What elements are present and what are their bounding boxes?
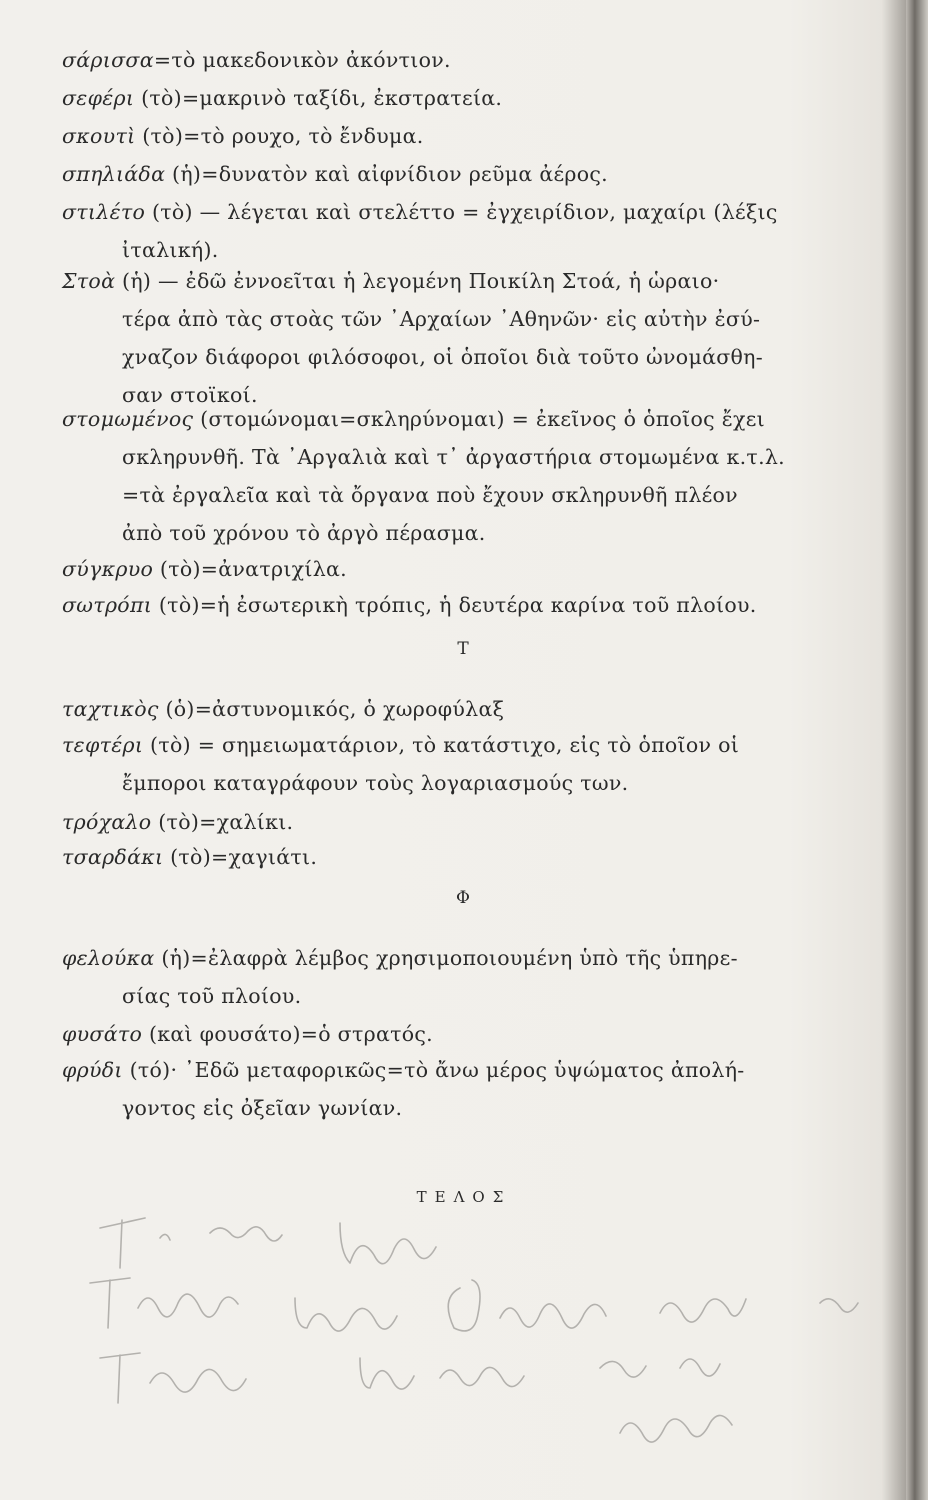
continuation-line: σίας τοῦ πλοίου. (122, 984, 302, 1008)
definition: (ὁ)=ἀστυνομικός, ὁ χωροφύλαξ (158, 697, 505, 721)
definition: (τὸ)=χαλίκι. (151, 810, 294, 834)
entry-spiliada (62, 155, 862, 193)
headword: σπηλιάδα (62, 162, 166, 186)
headword: στομωμένος (62, 407, 194, 431)
headword: σωτρόπι (62, 593, 153, 617)
definition: (ἡ) — ἐδῶ ἐννοεῖται ἡ λεγομένη Ποικίλη Στοά, ἡ ὡραιο· (115, 269, 720, 293)
entry-fysato (62, 1015, 862, 1053)
headword: τρόχαλο (62, 810, 152, 834)
continuation-line: σαν στοϊκοί. (122, 383, 258, 407)
continuation-line: ἔμποροι καταγράφουν τοὺς λογαριασμούς των. (122, 771, 629, 795)
entry-seferi (62, 79, 862, 117)
entry-stoa (62, 262, 862, 414)
headword: τσαρδάκι (62, 845, 164, 869)
entry-sygkryo (62, 550, 862, 588)
headword: σεφέρι (62, 86, 135, 110)
definition: (ἡ)=ἐλαφρὰ λέμβος χρησιμοποιουμένη ὑπὸ τῆς ὑπηρε- (154, 946, 738, 970)
headword: σκουτὶ (62, 124, 136, 148)
definition: (τό)· ᾿Εδῶ μεταφορικῶς=τὸ ἄνω μέρος ὑψώματος ἀπολή- (122, 1058, 745, 1082)
handwritten-annotation (60, 1198, 920, 1458)
headword: στιλέτο (62, 200, 146, 224)
headword: σύγκρυο (62, 557, 154, 581)
entry-sotropi (62, 586, 862, 624)
entry-felouka (62, 939, 862, 1015)
headword: τεφτέρι (62, 733, 144, 757)
continuation-line: γοντος εἰς ὀξεῖαν γωνίαν. (122, 1096, 403, 1120)
definition: (τὸ)=μακρινὸ ταξίδι, ἐκστρατεία. (134, 86, 503, 110)
section-letter-phi: Φ (456, 888, 472, 908)
headword: φελούκα (62, 946, 155, 970)
entry-stomomenos (62, 400, 862, 552)
definition: (καὶ φουσάτο)=ὁ στρατός. (142, 1022, 433, 1046)
continuation-line: σκληρυνθῆ. Τὰ ᾿Αργαλιὰ καὶ τ᾿ ἀργαστήρια στομωμένα κ.τ.λ. (122, 445, 785, 469)
section-letter-tau: Τ (457, 639, 471, 659)
definition: (τὸ)=τὸ ρουχο, τὸ ἔνδυμα. (135, 124, 424, 148)
entry-stileto (62, 193, 862, 269)
entry-sarissa (62, 41, 862, 79)
entry-taxtikos (62, 690, 862, 728)
continuation-line: ἀπὸ τοῦ χρόνου τὸ ἀργὸ πέρασμα. (122, 521, 486, 545)
definition: =τὸ μακεδονικὸν ἀκόντιον. (153, 48, 451, 72)
entry-frydi (62, 1051, 862, 1127)
entry-skouti (62, 117, 862, 155)
definition: (τὸ) — λέγεται καὶ στελέττο = ἐγχειρίδιον, μαχαίρι (λέξις (145, 200, 778, 224)
definition: (στομώνομαι=σκληρύνομαι) = ἐκεῖνος ὁ ὁποῖος ἔχει (193, 407, 766, 431)
entry-trochalo (62, 803, 862, 841)
headword: ταχτικὸς (62, 697, 159, 721)
handwriting-sketch (60, 1198, 920, 1458)
continuation-line: =τὰ ἐργαλεῖα καὶ τὰ ὄργανα ποὺ ἔχουν σκληρυνθῆ πλέον (122, 483, 738, 507)
headword: σάρισσα (62, 48, 154, 72)
definition: (τὸ) = σημειωματάριον, τὸ κατάστιχο, εἰς τὸ ὁποῖον οἱ (143, 733, 740, 757)
end-label: ΤΕΛΟΣ (416, 1188, 512, 1206)
headword: Στοὰ (62, 269, 116, 293)
definition: (τὸ)=ἡ ἐσωτερικὴ τρόπις, ἡ δευτέρα καρίνα τοῦ πλοίου. (152, 593, 757, 617)
continuation-line: τέρα ἀπὸ τὰς στοὰς τῶν ᾿Αρχαίων ᾿Αθηνῶν· εἰς αὐτὴν ἐσύ- (122, 307, 761, 331)
definition: (τὸ)=ἀνατριχίλα. (153, 557, 347, 581)
continuation-line: ἰταλική). (122, 238, 219, 262)
entry-tefteri (62, 726, 862, 802)
entry-tsardaki (62, 838, 862, 876)
headword: φρύδι (62, 1058, 123, 1082)
definition: (τὸ)=χαγιάτι. (163, 845, 318, 869)
continuation-line: χναζον διάφοροι φιλόσοφοι, οἱ ὁποῖοι διὰ τοῦτο ὠνομάσθη- (122, 345, 763, 369)
definition: (ἡ)=δυνατὸν καὶ αἰφνίδιον ρεῦμα ἀέρος. (165, 162, 608, 186)
headword: φυσάτο (62, 1022, 143, 1046)
